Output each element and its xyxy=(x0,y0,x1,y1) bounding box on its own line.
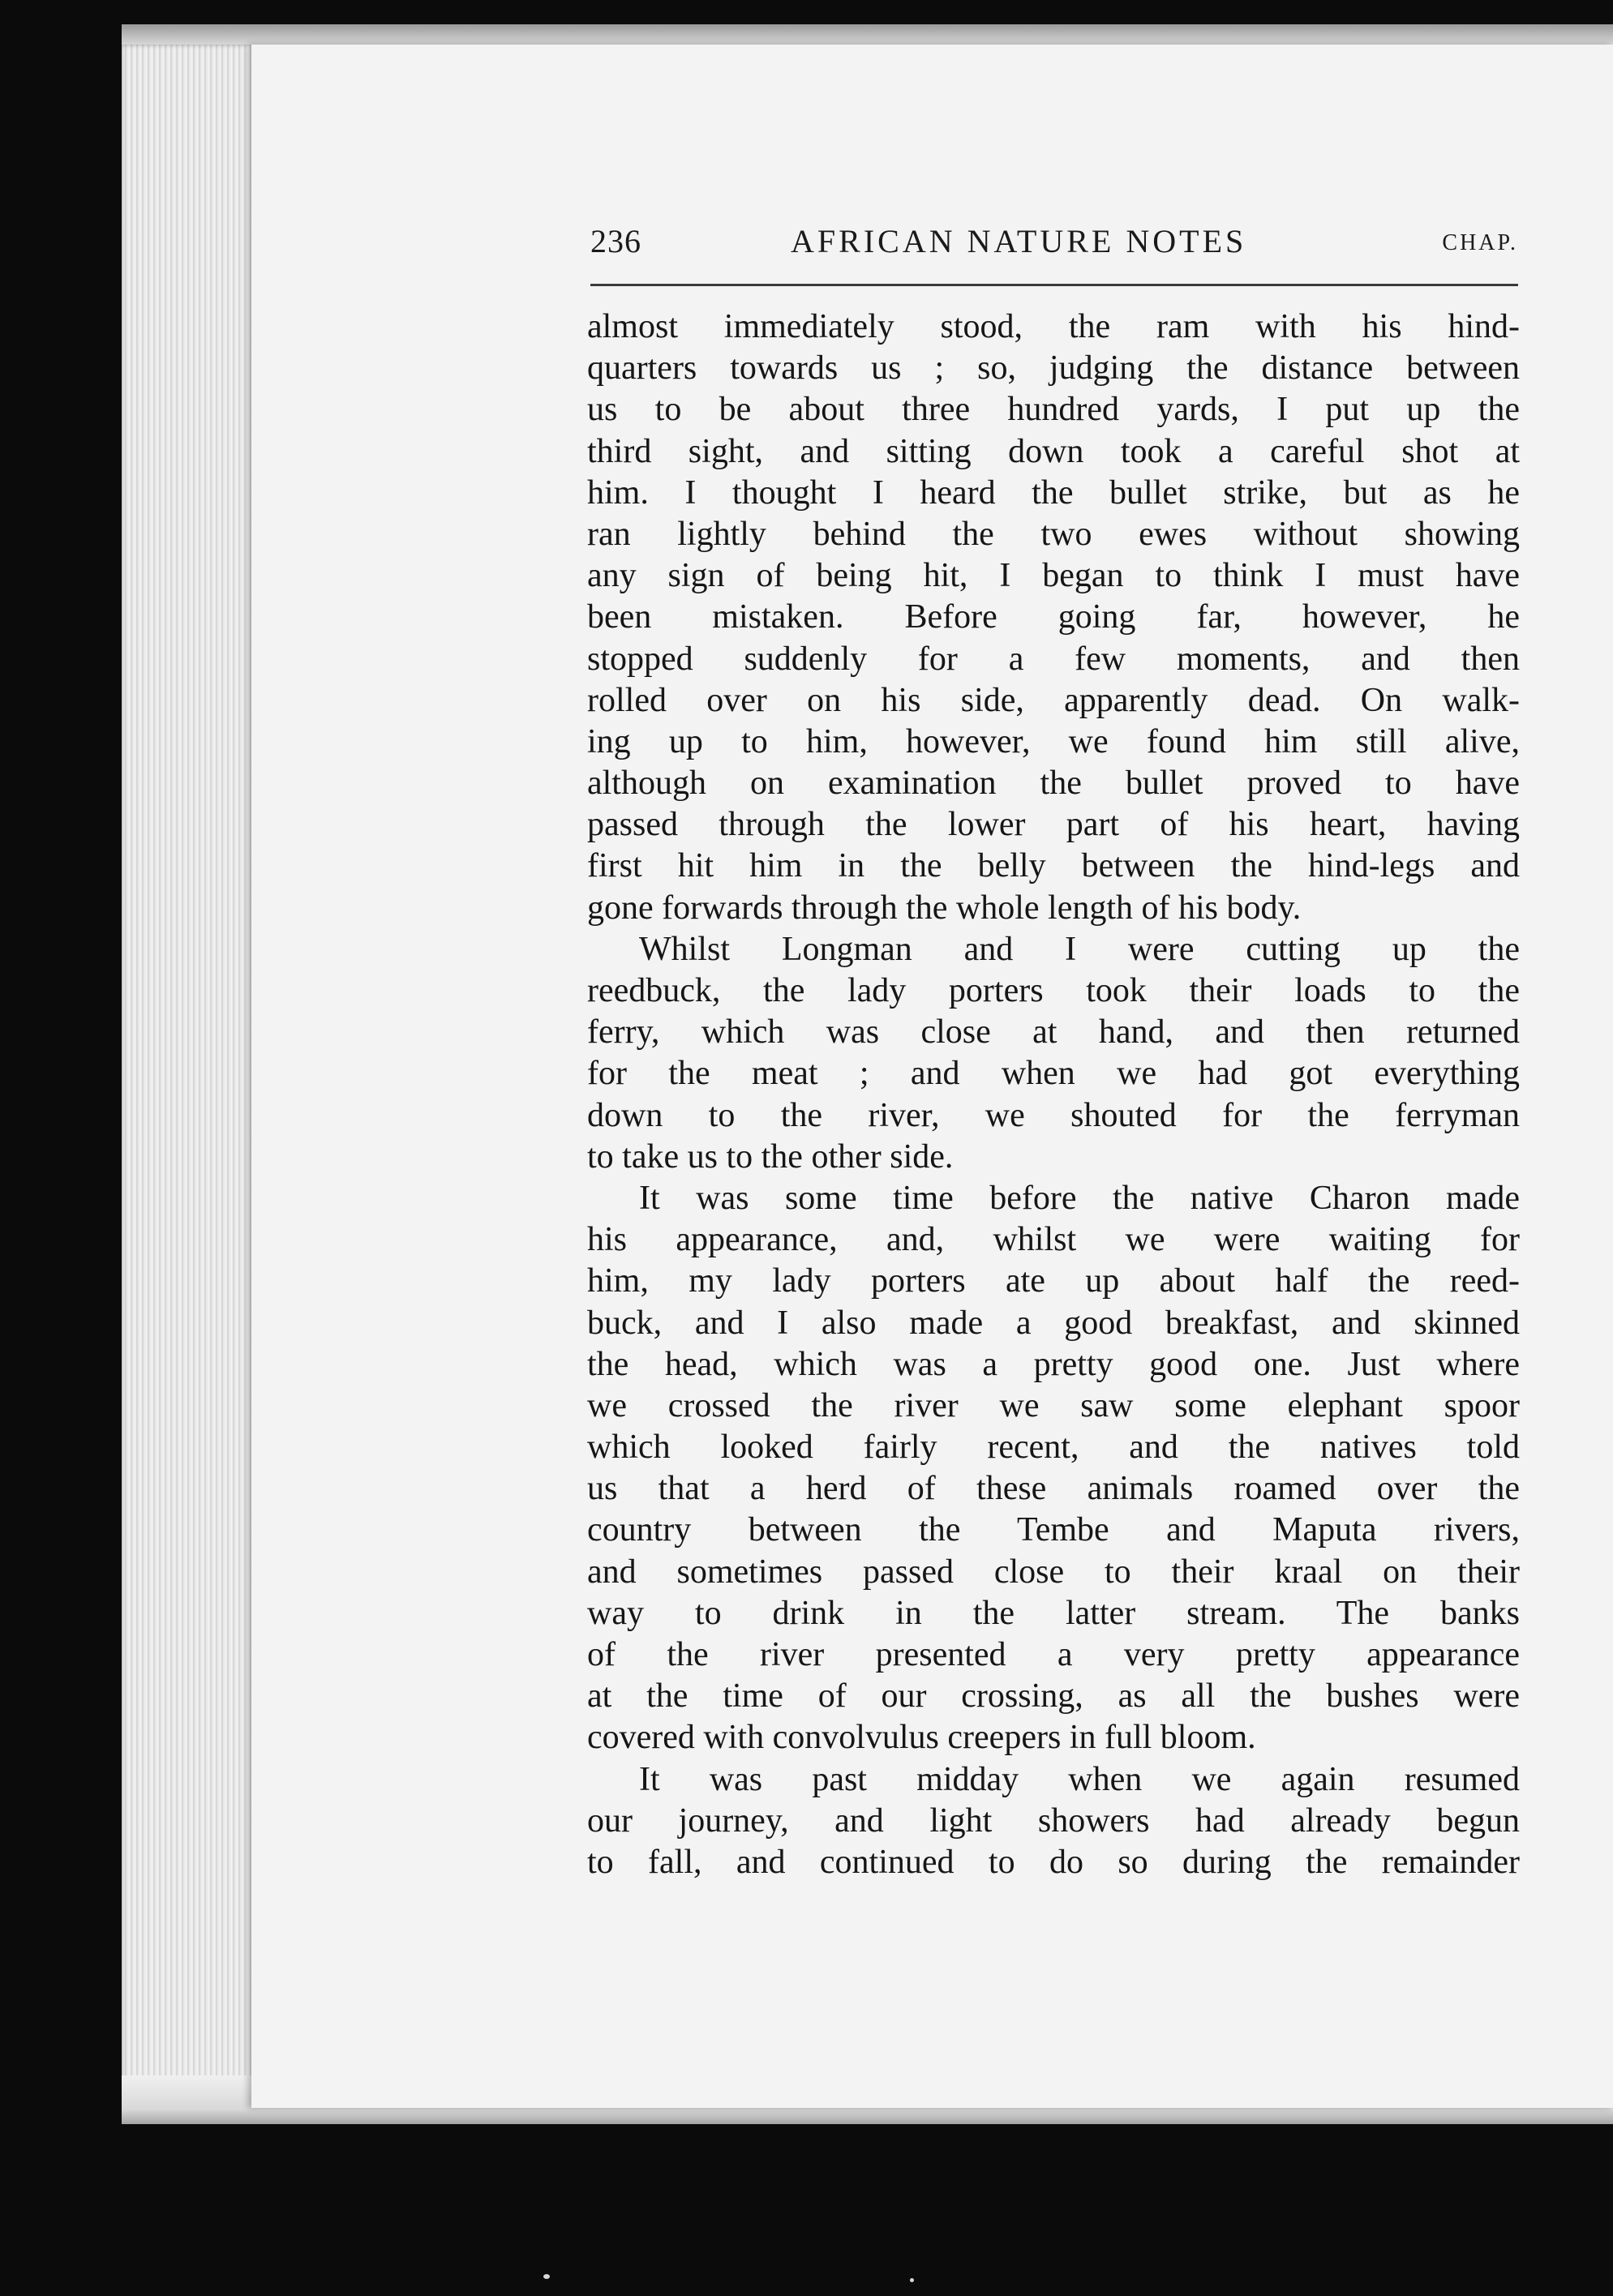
text-line: him. I thought I heard the bullet strike, but as he xyxy=(587,473,1520,512)
text-line: us to be about three hundred yards, I put up the xyxy=(587,391,1520,429)
text-line: way to drink in the latter stream. The banks xyxy=(587,1594,1520,1632)
text-line: stopped suddenly for a few moments, and then xyxy=(587,640,1520,678)
text-line: It was some time before the native Charon made xyxy=(639,1179,1520,1217)
text-line: almost immediately stood, the ram with his hind- xyxy=(587,308,1520,345)
text-line: covered with convolvulus creepers in full bloom. xyxy=(587,1719,1256,1757)
text-line: ferry, which was close at hand, and then returned xyxy=(587,1013,1520,1052)
text-line: buck, and I also made a good breakfast, and skinned xyxy=(587,1304,1520,1342)
text-line: the head, which was a pretty good one. Just where xyxy=(587,1345,1520,1383)
text-line: of the river presented a very pretty appearance xyxy=(587,1636,1520,1673)
text-line: his appearance, and, whilst we were waiting for xyxy=(587,1221,1520,1259)
text-line: at the time of our crossing, as all the bushes were xyxy=(587,1677,1520,1716)
text-line: reedbuck, the lady porters took their loads to the xyxy=(587,972,1520,1009)
text-line: us that a herd of these animals roamed over the xyxy=(587,1470,1520,1508)
body-text xyxy=(587,306,1520,1883)
text-line: ing up to him, however, we found him still alive, xyxy=(587,722,1520,760)
text-line: him, my lady porters ate up about half the reed- xyxy=(587,1262,1520,1300)
text-line: and sometimes passed close to their kraal on their xyxy=(587,1553,1520,1591)
chapter-label: CHAP. xyxy=(1442,230,1518,255)
text-line: our journey, and light showers had already begun xyxy=(587,1801,1520,1840)
text-line: down to the river, we shouted for the ferryman xyxy=(587,1096,1520,1134)
text-line: to take us to the other side. xyxy=(587,1137,954,1176)
text-line: we crossed the river we saw some elephant spoor xyxy=(587,1386,1520,1424)
text-line: although on examination the bullet proved to have xyxy=(587,765,1520,803)
text-line: gone forwards through the whole length of his body. xyxy=(587,889,1302,927)
running-title: AFRICAN NATURE NOTES xyxy=(791,223,1247,259)
text-line: been mistaken. Before going far, however, he xyxy=(587,598,1520,636)
text-line: passed through the lower part of his heart, having xyxy=(587,806,1520,844)
text-line: which looked fairly recent, and the natives told xyxy=(587,1429,1520,1467)
text-line: ran lightly behind the two ewes without showing xyxy=(587,515,1520,553)
dust-speck xyxy=(910,2278,914,2282)
text-line: quarters towards us ; so, judging the distance between xyxy=(587,349,1520,388)
text-line: to fall, and continued to do so during the remainder xyxy=(587,1843,1520,1881)
header-rule xyxy=(590,284,1518,286)
text-line: for the meat ; and when we had got everything xyxy=(587,1055,1520,1093)
text-line: country between the Tembe and Maputa rivers, xyxy=(587,1511,1520,1549)
text-line: first hit him in the belly between the hind-legs and xyxy=(587,847,1520,885)
page-header xyxy=(590,219,1518,276)
page-number: 236 xyxy=(590,223,641,259)
text-line: It was past midday when we again resumed xyxy=(639,1760,1520,1798)
text-line: Whilst Longman and I were cutting up the xyxy=(639,930,1520,968)
dust-speck xyxy=(543,2274,550,2279)
text-line: third sight, and sitting down took a careful shot at xyxy=(587,432,1520,470)
text-line: any sign of being hit, I began to think I must have xyxy=(587,557,1520,595)
text-line: rolled over on his side, apparently dead. On walk- xyxy=(587,681,1520,719)
